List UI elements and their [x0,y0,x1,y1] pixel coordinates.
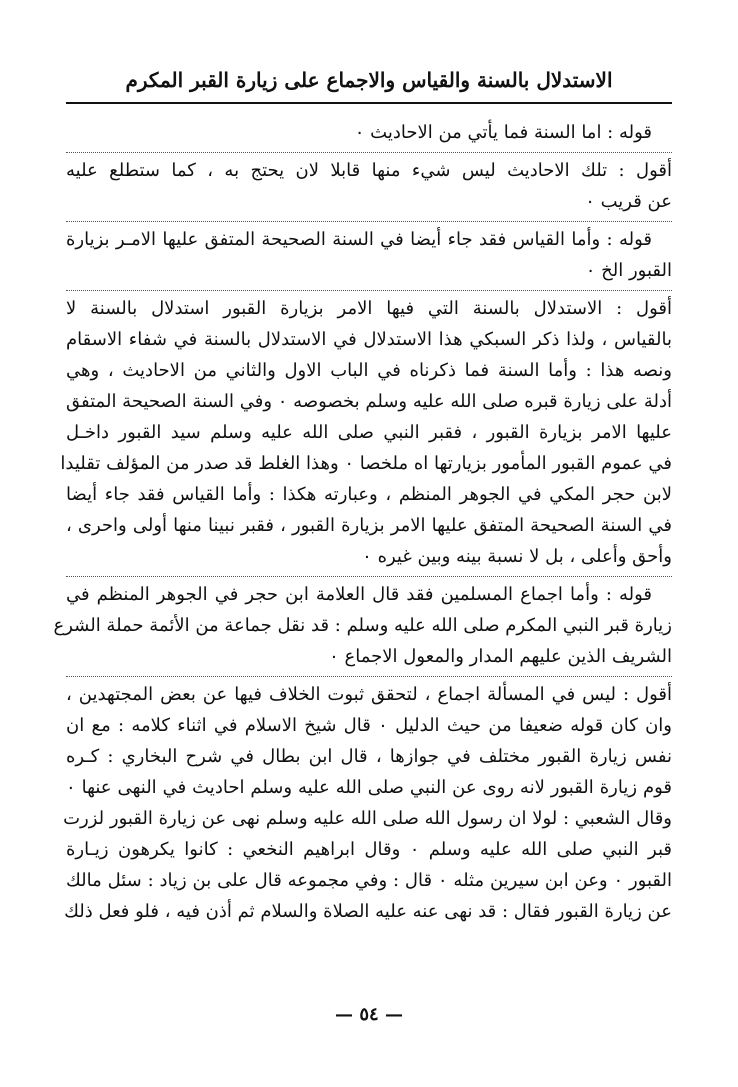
text-line: قوله : اما السنة فما يأتي من الاحاديث ٠ [354,122,652,143]
paragraph [53,577,672,677]
text-line: عن زيارة القبور فقال : قد نهى عنه عليه الصلاة والسلام ثم أذن فيه ، فلو فعل ذلك [64,901,672,922]
text-line: الشريف الذين عليهم المدار والمعول الاجماع ٠ [329,646,672,667]
paragraph [63,677,673,931]
text-line: بالقياس ، ولذا ذكر السبكي هذا الاستدلال في الاستدلال بالسنة في شفاء الاسقام [66,329,672,350]
text-line: زيارة قبر النبي المكرم صلى الله عليه وسلم : قد نقل جماعة من الأئمة حملة الشرع [53,615,672,636]
page-body [53,115,673,931]
text-line: عليها الامر بزيارة القبور ، فقبر النبي صلى الله عليه وسلم سيد القبور داخـل [66,422,672,443]
text-line: وان كان قوله ضعيفا من حيث الدليل ٠ قال شيخ الاسلام في اثناء كلامه : مع ان [66,715,672,736]
text-line: وأحق وأعلى ، بل لا نسبة بينه وبين غيره ٠ [362,546,672,567]
text-line: قوله : وأما القياس فقد جاء أيضا في السنة الصحيحة المتفق عليها الامـر بزيارة [66,229,652,250]
text-line: نفس زيارة القبور مختلف في جوازها ، قال ابن بطال في شرح البخاري : كـره [66,746,672,767]
page-header-title: الاستدلال بالسنة والقياس والاجماع على زيارة القبر المكرم [125,68,613,92]
text-line: القبور الخ ٠ [585,260,672,281]
paragraph [66,222,672,291]
text-line: قوم زيارة القبور لانه روى عن النبي صلى الله عليه وسلم احاديث في النهى عنها ٠ [66,777,672,798]
text-line: قبر النبي صلى الله عليه وسلم ٠ وقال ابراهيم النخعي : كانوا يكرهون زيـارة [66,839,673,860]
header-rule [66,102,672,104]
paragraph [60,291,673,577]
text-line: أقول : تلك الاحاديث ليس شيء منها قابلا لان يحتج به ، كما ستطلع عليه [66,160,672,181]
text-line: أدلة على زيارة قبره صلى الله عليه وسلم بخصوصه ٠ وفي السنة الصحيحة المتفق [66,391,672,412]
page-number: — ٥٤ — [335,1004,403,1025]
text-line: لابن حجر المكي في الجوهر المنظم ، وعبارته هكذا : وأما القياس فقد جاء أيضا [66,484,672,505]
text-line: ونصه هذا : وأما السنة فما ذكرناه في الباب الاول والثاني من الاحاديث ، وهي [66,360,672,381]
text-line: وقال الشعبي : لولا ان رسول الله صلى الله عليه وسلم نهى عن زيارة القبور لزرت [63,808,672,829]
text-line: عن قريب ٠ [585,191,672,212]
text-line: القبور ٠ وعن ابن سيرين مثله ٠ قال : وفي مجموعه قال على بن زياد : سئل مالك [66,870,672,891]
text-line: قوله : وأما اجماع المسلمين فقد قال العلامة ابن حجر في الجوهر المنظم في [66,584,652,605]
text-line: في عموم القبور المأمور بزيارتها اه ملخصا ٠ وهذا الغلط قد صدر من المؤلف تقليدا [60,453,672,474]
text-line: أقول : ليس في المسألة اجماع ، لتحقق ثبوت الخلاف فيها عن بعض المجتهدين ، [66,684,672,705]
paragraph [66,115,672,153]
paragraph [66,153,672,222]
text-line: أقول : الاستدلال بالسنة التي فيها الامر بزيارة القبور استدلال بالسنة لا [66,298,673,319]
text-line: في السنة الصحيحة المتفق عليها الامر بزيارة القبور ، فقبر نبينا منها أولى واحرى ، [66,515,672,536]
